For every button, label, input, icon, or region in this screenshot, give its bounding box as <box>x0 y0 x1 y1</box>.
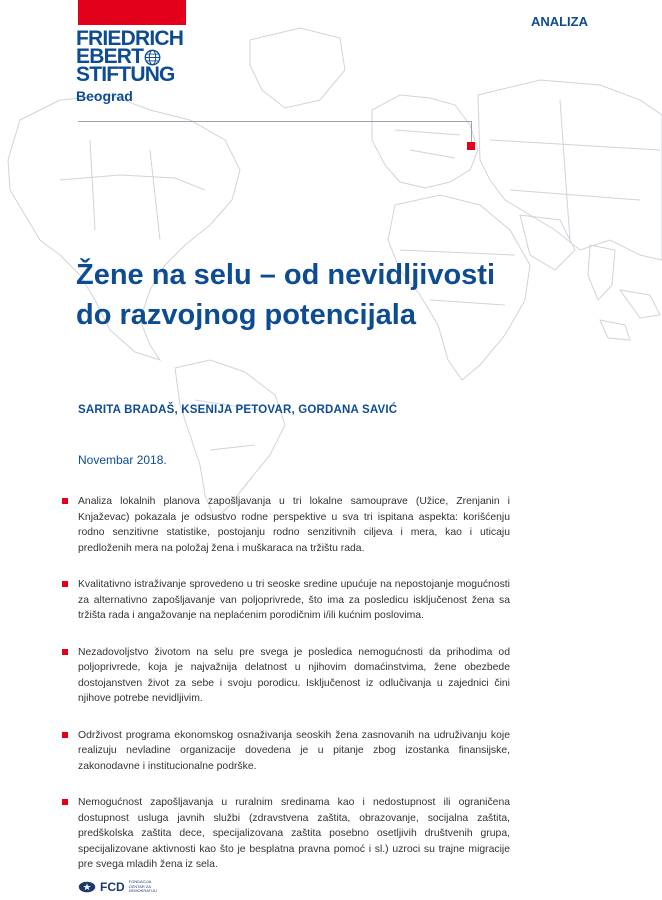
summary-bullets <box>62 494 510 894</box>
fes-logo <box>76 27 184 104</box>
bullet-text: Analiza lokalnih planova zapošljavanja u tri lokalne samouprave (Užice, Zrenjanin i Knjaževac) pokazala je odsustvo rodne perspektive u sva tri ispitana aspekta: korišćenju rodno senzitivne statistike, postojanju rodno senzitivnih ciljeva i mera, kao i uticaju predloženih mera na položaj žena i muškaraca na tržištu rada. <box>78 496 510 554</box>
red-square-bullet-icon <box>62 799 68 805</box>
logo-line-stiftung: STIFTUNG <box>76 63 175 86</box>
bullet-text: Kvalitativno istraživanje sprovedeno u tri seoske sredine upućuje na nepostojanje mogućnosti za alternativno zapošljavanje van poljoprivrede, što ima za posledicu isključenost žena sa tržišta rada i angažovanje na neplaćenim porodičnim i/ili kućnim poslovima. <box>78 579 510 621</box>
red-square-bullet-icon <box>62 498 68 504</box>
header-red-bar <box>78 0 186 25</box>
fcd-full-name: FONDACIJA CENTAR ZA DEMOKRATIJU <box>128 879 158 894</box>
title-line-1: Žene na selu – od nevidljivosti <box>76 259 495 291</box>
list-item <box>62 645 510 707</box>
list-item <box>62 494 510 556</box>
red-square-bullet-icon <box>62 649 68 655</box>
logo-line-friedrich: FRIEDRICH <box>76 27 184 50</box>
bullet-text: Održivost programa ekonomskog osnaživanja seoskih žena zasnovanih na udruživanju koje realizuju nevladine organizacije dovedena je u pitanje zbog izostanka finansijske, zakonodavne i institucionalne podrške. <box>78 729 510 772</box>
fcd-abbr: FCD <box>100 880 125 894</box>
document-category: ANALIZA <box>530 14 588 29</box>
publication-date: Novembar 2018. <box>78 453 167 467</box>
logo-city: Beograd <box>76 88 133 104</box>
bullet-text: Nemogućnost zapošljavanja u ruralnim sredinama kao i nedostupnost ili ograničena dostupnost usluga javnih službi (zdravstvena zaštita, obrazovanje, socijalna zaštita, predškolska zaštita dece, specijalizovana zaštita posebno osetljivih društvenih grupa, specijalizovane aktivnosti kao što je besplatna pravna pomoć i sl.) uzroci su trajne migracije pre svega mladih žena iz sela. <box>78 797 510 870</box>
list-item <box>62 795 510 873</box>
list-item <box>62 728 510 775</box>
list-item <box>62 577 510 624</box>
header-leader-line <box>78 121 472 144</box>
location-marker <box>467 142 475 150</box>
red-square-bullet-icon <box>62 732 68 738</box>
document-title <box>76 255 616 335</box>
fcd-emblem-icon <box>78 881 96 893</box>
fcd-logo <box>78 880 167 894</box>
bullet-text: Nezadovoljstvo životom na selu pre svega je posledica nemogućnosti da prihodima od poljoprivrede, koja je najvažnija delatnost u njihovim domaćinstvima, žene obezbede dostojanstven život za sebe i svoju porodicu. Isključenost iz odlučivanja u zajednici čini njihove potrebe nevidljivim. <box>78 646 510 704</box>
logo-line-ebert-text: EBERT <box>76 45 144 68</box>
red-square-bullet-icon <box>62 581 68 587</box>
authors: SARITA BRADAŠ, KSENIJA PETOVAR, GORDANA SAVIĆ <box>78 404 398 416</box>
title-line-2: do razvojnog potencijala <box>76 299 416 331</box>
